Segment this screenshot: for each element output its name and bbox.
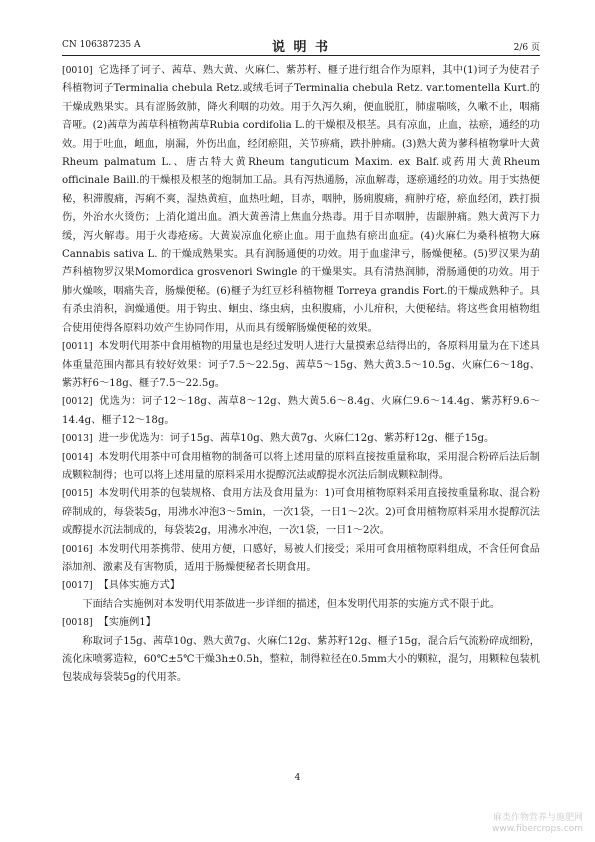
- page-header: [62, 36, 540, 55]
- paragraph-text: 下面结合实施例对本发明代用茶做进一步详细的描述，但本发明代用茶的实施方式不限于此。: [82, 598, 501, 610]
- paragraph-text: 它选择了诃子、茜草、熟大黄、火麻仁、紫苏籽、榧子进行组合作为原料，其中(1)诃子为使君子科植物诃子Terminalia chebula Retz.或绒毛诃子Terminalia chebula Retz. var.tomentella Kurt.的干燥成熟果实。具有涩肠敛肺，降火利咽的功效。用于久泻久痢，便血脱肛，肺虚喘咳，久嗽不止，咽痛音哑。(2)茜草为茜草科植物茜草Rubia cordifolia L.的干燥根及根茎。具有凉血，止血，祛瘀，通经的功效。用于吐血，衄血，崩漏，外伤出血，经闭瘀阻，关节痹痛，跌扑肿痛。(3)熟大黄为蓼科植物掌叶大黄Rheum palmatum L.、唐古特大黄Rheum tanguticum Maxim. ex Balf.或药用大黄Rheum officinale Baill.的干燥根及根茎的炮制加工品。具有泻热通肠，凉血解毒，逐瘀通经的功效。用于实热便秘，积滞腹痛，泻痢不爽，湿热黄疸，血热吐衄，目赤，咽肿，肠痈腹痛，痈肿疔疮，瘀血经闭，跌打损伤，外治水火烫伤；上消化道出血。酒大黄善清上焦血分热毒。用于目赤咽肿，齿龈肿痛。熟大黄泻下力缓，泻火解毒。用于火毒疮疡。大黄炭凉血化瘀止血。用于血热有瘀出血症。(4)火麻仁为桑科植物大麻 Cannabis sativa L. 的干燥成熟果实。具有润肠通便的功效。用于血虚津亏，肠燥便秘。(5)罗汉果为葫芦科植物罗汉果Momordica grosvenori Swingle 的干燥果实。具有清热润肺，滑肠通便的功效。用于肺火燥咳，咽痛失音，肠燥便秘。(6)榧子为红豆杉科植物榧 Torreya grandis Fort.的干燥成熟种子。具有杀虫消积，润燥通便。用于钩虫、蛔虫、绦虫病，虫积腹痛，小儿疳积，大便秘结。将这些食用植物组合使用使得各原料功效产生协同作用，从而具有缓解肠燥便秘的效果。: [62, 65, 540, 334]
- watermark-title: 麻类作物营养与施肥网: [492, 813, 583, 823]
- page-number: 4: [294, 773, 301, 783]
- paragraph-number: [0015]: [62, 488, 93, 500]
- watermark-url: www.fibercrops.com: [492, 824, 583, 834]
- paragraph-text: 本发明代用茶中可食用植物的制备可以将上述用量的原料直接按重量称取，采用混合粉碎后法后制成颗粒制得；也可以将上述用量的原料采用水提醇沉法或醇提水沉法后制成颗粒制得。: [62, 451, 540, 481]
- paragraph-text: 优选为：诃子12～18g、茜草8～12g、熟大黄5.6～8.4g、火麻仁9.6～14.4g、紫苏籽9.6～14.4g、榧子12～18g。: [62, 396, 540, 426]
- paragraph-text: 本发明代用茶的包装规格、食用方法及食用量为：1)可食用植物原料采用直接按重量称取、混合粉碎制成的，每袋装5g，用沸水冲泡3～5min，一次1袋，一日1～2次。2)可食用植物原料采用水提醇沉法或醇提水沉法制成的，每袋装2g，用沸水冲泡，一次1袋，一日1～2次。: [62, 488, 540, 537]
- paragraph-number: [0014]: [62, 451, 93, 463]
- section-heading: [62, 577, 540, 595]
- paragraph-number: [0012]: [62, 396, 93, 408]
- paragraph-number: [0017]: [62, 580, 93, 592]
- paragraph: [62, 430, 540, 448]
- paragraph-text: 本发明代用茶中食用植物的用量也是经过发明人进行大量摸索总结得出的，各原料用量为在下述具体重量范围内都具有较好效果：诃子7.5～22.5g、茜草5～15g、熟大黄3.5～10.5g、火麻仁6～18g、紫苏籽6～18g、榧子7.5～22.5g。: [62, 341, 540, 389]
- paragraph: [62, 62, 540, 338]
- paragraph-number: [0016]: [62, 543, 93, 555]
- document-body: [62, 62, 540, 688]
- paragraph-number: [0010]: [62, 65, 93, 76]
- paragraph-number: [0011]: [62, 341, 93, 353]
- paragraph: [62, 596, 540, 614]
- section-heading: [62, 614, 540, 632]
- paragraph: [62, 338, 540, 393]
- document-title: 说 明 书: [271, 40, 331, 55]
- watermark: [492, 813, 583, 835]
- paragraph: [62, 485, 540, 540]
- paragraph: [62, 541, 540, 578]
- paragraph: [62, 449, 540, 486]
- page-indicator: 2/6 页: [513, 43, 540, 53]
- paragraph-text: 【实施例1】: [98, 617, 156, 629]
- paragraph-text: 称取诃子15g、茜草10g、熟大黄7g、火麻仁12g、紫苏籽12g、榧子15g，混合后气流粉碎成细粉，流化床喷雾造粒，60℃±5℃干燥3h±0.5h，整粒，制得粒径在0.5mm大小的颗粒，混匀，用颗粒包装机包装成每袋装5g的代用茶。: [62, 635, 540, 684]
- paragraph-text: 【具体实施方式】: [98, 580, 181, 592]
- patent-number: CN 106387235 A: [62, 40, 141, 50]
- header-divider: [62, 55, 540, 56]
- paragraph: [62, 633, 540, 688]
- paragraph-number: [0018]: [62, 617, 93, 629]
- paragraph-number: [0013]: [62, 433, 93, 445]
- paragraph-text: 本发明代用茶携带、使用方便，口感好，易被人们接受；采用可食用植物原料组成，不含任何食品添加剂、激素及有害物质，适用于肠燥便秘者长期食用。: [62, 543, 540, 573]
- paragraph: [62, 393, 540, 430]
- paragraph-text: 进一步优选为：诃子15g、茜草10g、熟大黄7g、火麻仁12g、紫苏籽12g、榧子15g。: [98, 433, 495, 445]
